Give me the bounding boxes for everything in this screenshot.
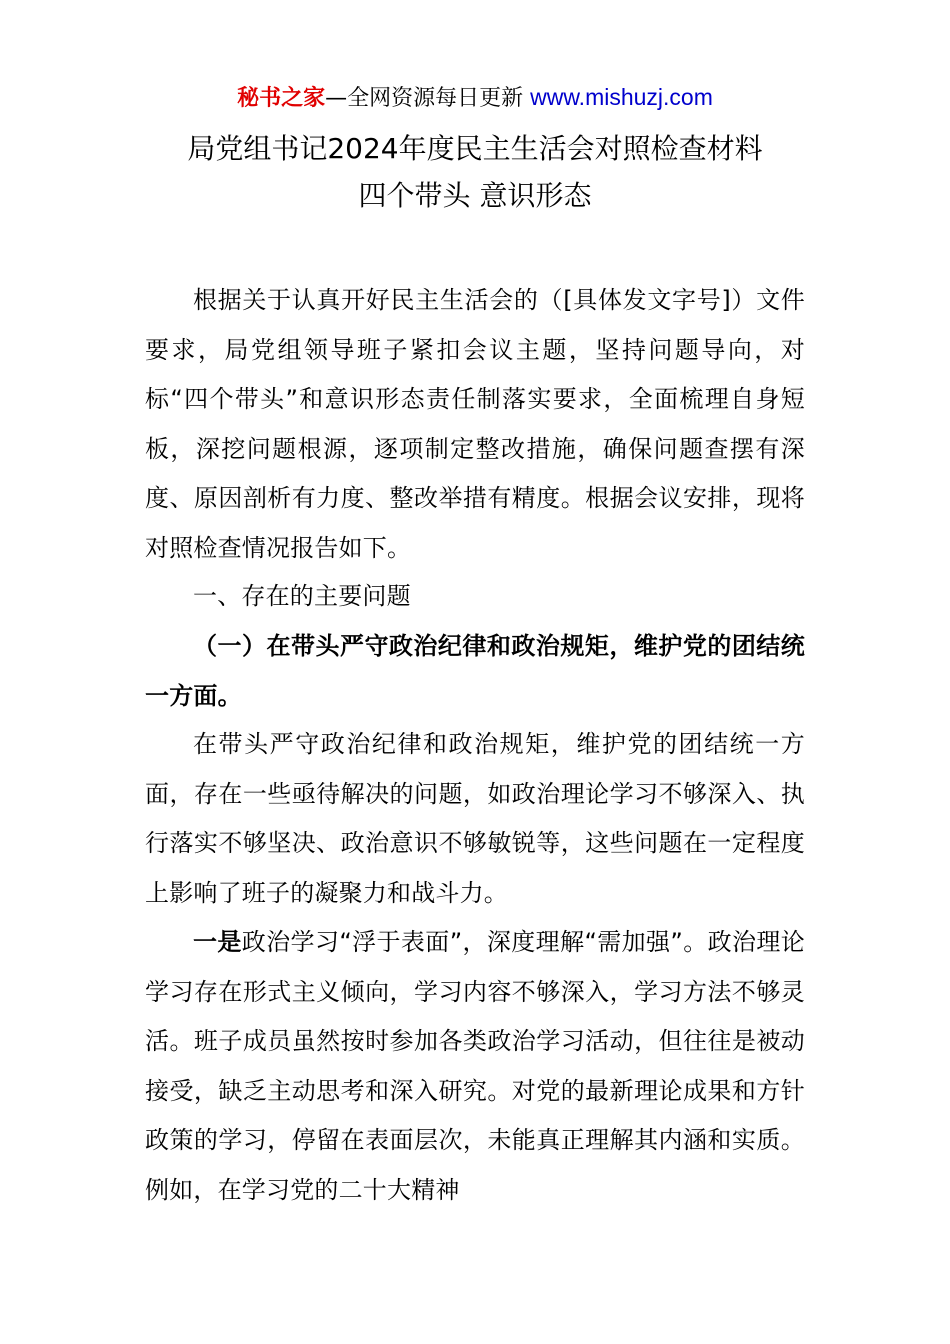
point-one-paragraph: [145, 918, 805, 1216]
section-heading: 一、存在的主要问题: [193, 582, 411, 610]
site-tagline: —全网资源每日更新: [325, 86, 531, 111]
site-header: [0, 80, 950, 116]
site-name: 秘书之家: [237, 86, 326, 111]
point-one-text: 政治学习“浮于表面”，深度理解“需加强”。政治理论学习存在形式主义倾向，学习内容不够深入，学习方法不够灵活。班子成员虽然按时参加各类政治学习活动，但往往是被动接受，缺乏主动思考和深入研究。对党的最新理论成果和方针政策的学习，停留在表面层次，未能真正理解其内涵和实质。例如，在学习党的二十大精神: [145, 928, 805, 1204]
site-url-link[interactable]: www.mishuzj.com: [530, 84, 713, 110]
point-one-lead: 一是: [193, 928, 242, 956]
intro-paragraph: 根据关于认真开好民主生活会的（[具体发文字号]）文件要求，局党组领导班子紧扣会议主题，坚持问题导向，对标“四个带头”和意识形态责任制落实要求，全面梳理自身短板，深挖问题根源，逐项制定整改措施，确保问题查摆有深度、原因剖析有力度、整改举措有精度。根据会议安排，现将对照检查情况报告如下。: [145, 286, 805, 562]
subsection-heading: （一）在带头严守政治纪律和政治规矩，维护党的团结统一方面。: [145, 632, 805, 710]
document-title-line-2: 四个带头 意识形态: [358, 179, 592, 212]
subsection-paragraph: 在带头严守政治纪律和政治规矩，维护党的团结统一方面，存在一些亟待解决的问题，如政治理论学习不够深入、执行落实不够坚决、政治意识不够敏锐等，这些问题在一定程度上影响了班子的凝聚力和战斗力。: [145, 730, 805, 907]
document-title-line-1: 局党组书记2024年度民主生活会对照检查材料: [187, 132, 763, 165]
